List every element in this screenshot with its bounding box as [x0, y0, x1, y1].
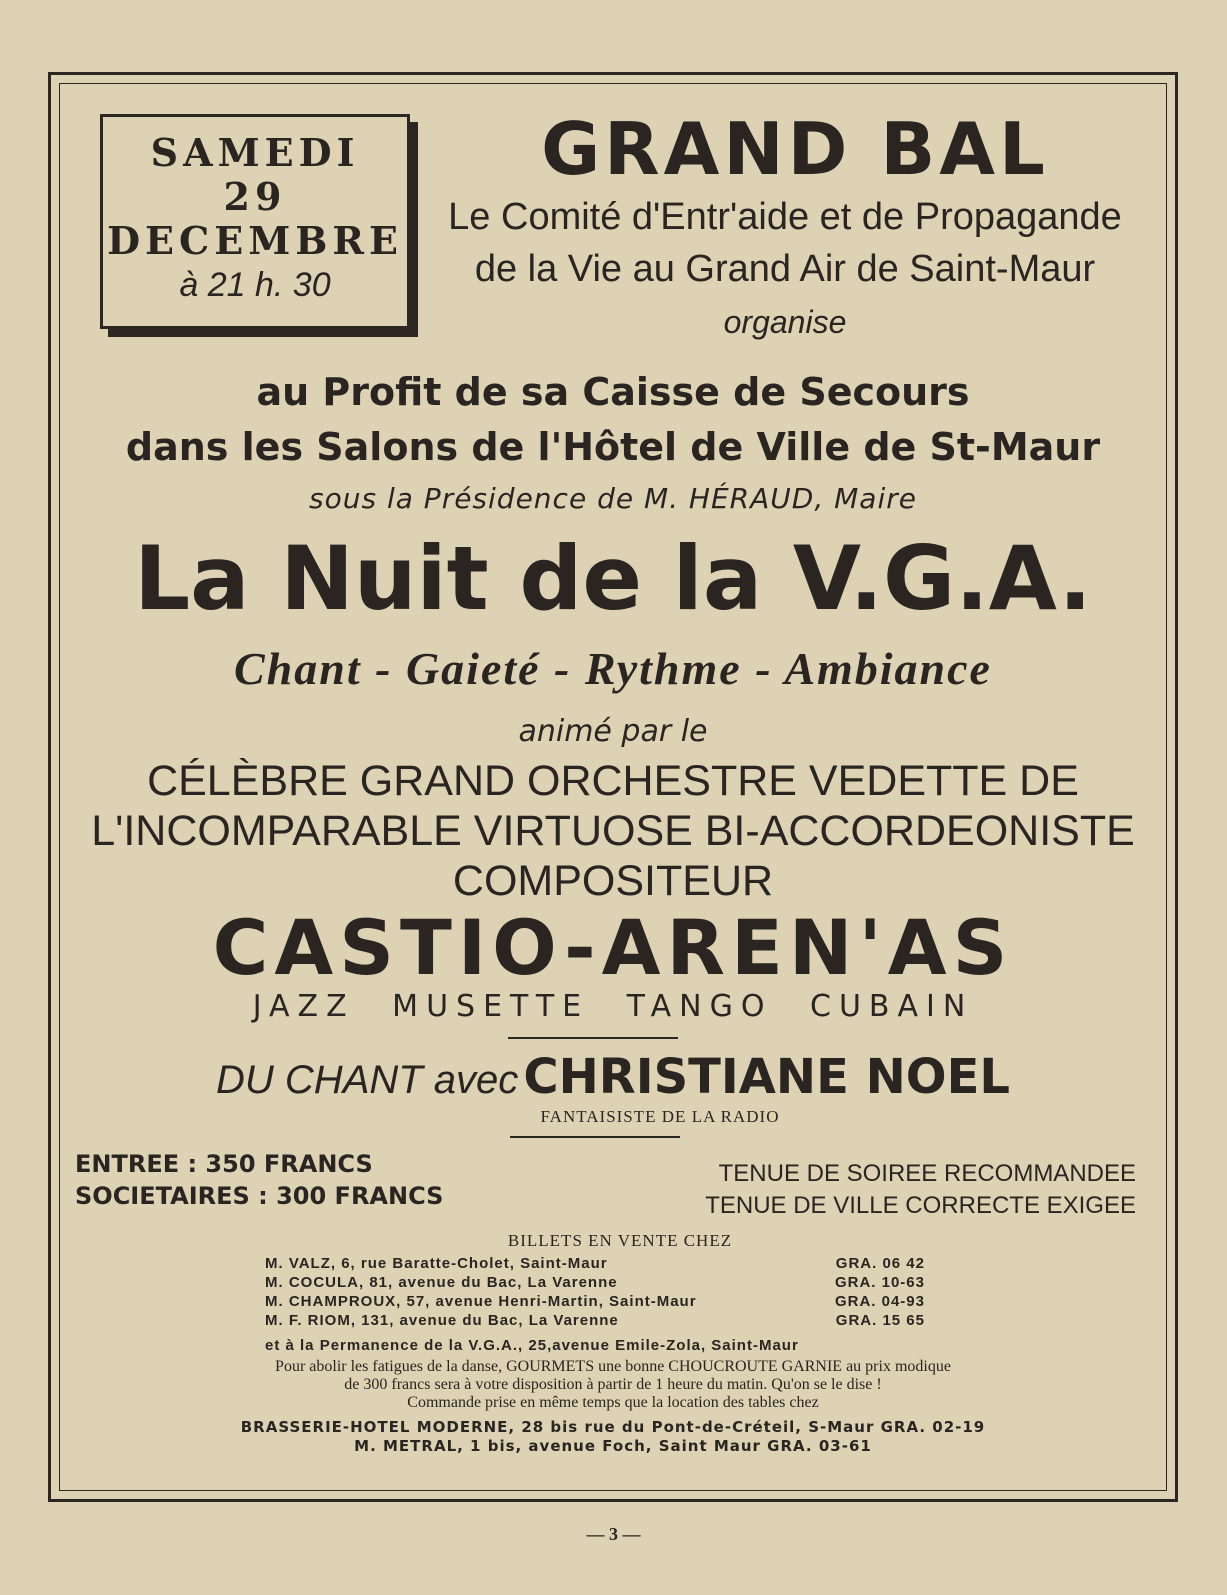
orchestra-line-1: CÉLÈBRE GRAND ORCHESTRE VEDETTE DE [147, 757, 1079, 805]
orchestra-genres: JAZZ MUSETTE TANGO CUBAIN [252, 989, 974, 1024]
page-number: — 3 — [586, 1524, 641, 1544]
divider-1 [508, 1037, 678, 1039]
brasserie-line: BRASSERIE-HOTEL MODERNE, 28 bis rue du Pont-de-Créteil, S-Maur GRA. 02-19 [240, 1418, 986, 1436]
choucroute-line-1: Pour abolir les fatigues de la danse, GOURMETS une bonne CHOUCROUTE GARNIE au prix modique [275, 1358, 951, 1375]
anime-par-label: animé par le [518, 714, 708, 749]
list-item [265, 1292, 925, 1311]
list-item [265, 1254, 925, 1273]
orchestra-name: CASTIO-AREN'AS [212, 903, 1014, 992]
metral-line: M. METRAL, 1 bis, avenue Foch, Saint Maur GRA. 03-61 [354, 1437, 872, 1455]
date-number: 29 [223, 174, 287, 219]
organizer-line-1: Le Comité d'Entr'aide et de Propagande [448, 196, 1122, 238]
vendor-address: M. VALZ, 6, rue Baratte-Cholet, Saint-Maur [265, 1255, 608, 1272]
vendor-phone: GRA. 04-93 [834, 1293, 925, 1310]
list-item [265, 1336, 925, 1355]
poster-inner-frame [59, 83, 1167, 1491]
tickets-heading: BILLETS EN VENTE CHEZ [507, 1231, 733, 1250]
singer-role: FANTAISISTE DE LA RADIO [540, 1107, 780, 1126]
purpose-line-2: dans les Salons de l'Hôtel de Ville de St-Maur [125, 425, 1101, 469]
price-societaires: SOCIETAIRES : 300 FRANCS [75, 1182, 444, 1210]
orchestra-line-2: L'INCOMPARABLE VIRTUOSE BI-ACCORDEONISTE [91, 807, 1135, 855]
date-time: à 21 h. 30 [179, 266, 331, 304]
list-item [265, 1273, 925, 1292]
vendor-address: M. COCULA, 81, avenue du Bac, La Varenne [265, 1274, 618, 1291]
list-item [265, 1311, 925, 1330]
choucroute-text [110, 1358, 1116, 1412]
orchestra-line-3: COMPOSITEUR [452, 857, 774, 905]
price-entree: ENTREE : 350 FRANCS [75, 1150, 373, 1178]
purpose-line-1: au Profit de sa Caisse de Secours [256, 370, 970, 414]
singer-name: CHRISTIANE NOEL [523, 1049, 1010, 1105]
date-box [100, 114, 410, 329]
date-day: SAMEDI [150, 130, 360, 175]
grand-bal-title: GRAND BAL [541, 107, 1049, 191]
presidence-line: sous la Présidence de M. HÉRAUD, Maire [309, 482, 917, 515]
divider-2 [510, 1136, 680, 1138]
event-title: La Nuit de la V.G.A. [134, 527, 1092, 630]
vendor-address: M. CHAMPROUX, 57, avenue Henri-Martin, Saint-Maur [265, 1293, 697, 1310]
vendor-address: M. F. RIOM, 131, avenue du Bac, La Varenne [265, 1312, 619, 1329]
vendor-phone: GRA. 15 65 [835, 1312, 925, 1329]
organizer-line-2: de la Vie au Grand Air de Saint-Maur [474, 248, 1096, 290]
ticket-vendors-list [265, 1254, 925, 1355]
organise-label: organise [723, 304, 847, 340]
date-month: DECEMBRE [107, 218, 403, 263]
event-subtitle: Chant - Gaieté - Rythme - Ambiance [234, 643, 992, 694]
vendor-phone: GRA. 06 42 [835, 1255, 925, 1272]
dress-code-1: TENUE DE SOIREE RECOMMANDEE [718, 1160, 1136, 1187]
vendor-phone: GRA. 10-63 [834, 1274, 925, 1291]
permanence-line: et à la Permanence de la V.G.A., 25,avenue Emile-Zola, Saint-Maur [265, 1337, 799, 1354]
dress-code-2: TENUE DE VILLE CORRECTE EXIGEE [705, 1192, 1136, 1219]
choucroute-line-2: de 300 francs sera à votre disposition à partir de 1 heure du matin. Qu'on se le dise ! [344, 1376, 882, 1393]
poster-frame [48, 72, 1178, 1502]
commande-line: Commande prise en même temps que la location des tables chez [407, 1394, 819, 1411]
singer-prefix: DU CHANT avec [216, 1058, 519, 1102]
